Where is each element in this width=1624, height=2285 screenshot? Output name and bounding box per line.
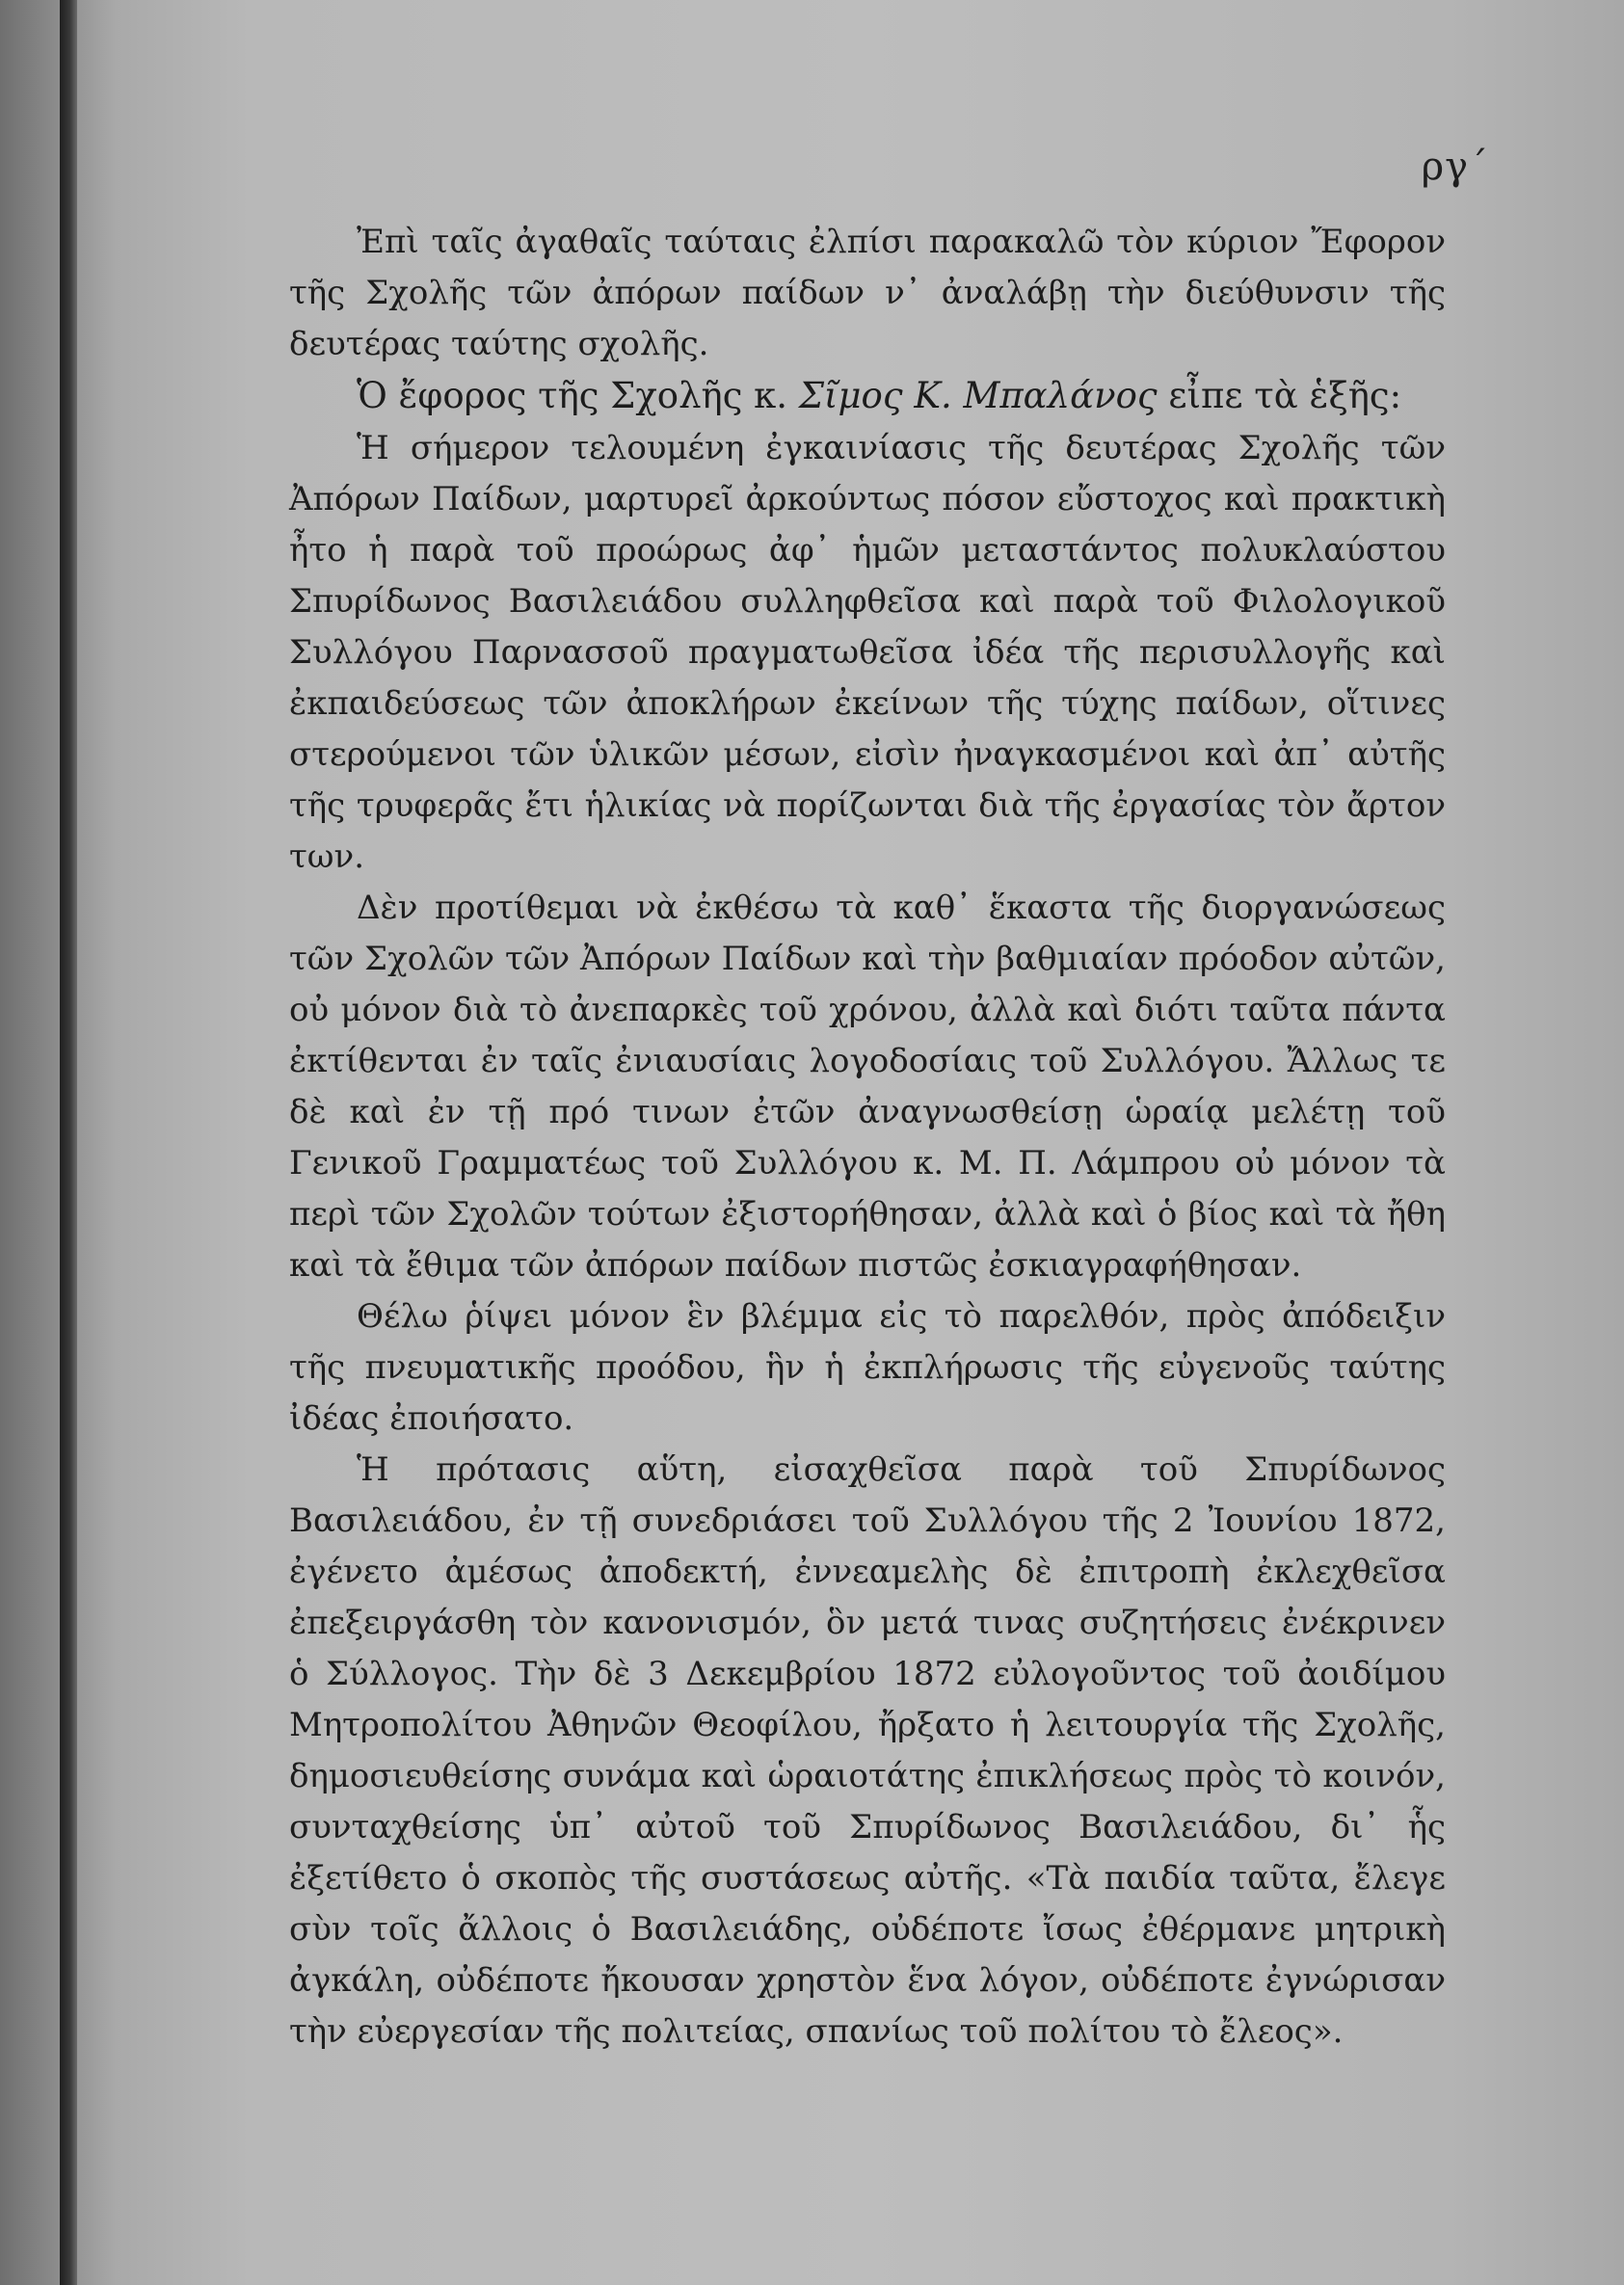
paragraph-speaker-intro bbox=[289, 370, 1446, 421]
book-spine-shadow bbox=[60, 0, 77, 2285]
speaker-name: Σῖμος Κ. Μπαλάνος bbox=[798, 375, 1158, 416]
body-text bbox=[289, 217, 1446, 2058]
paragraph-6: Ἡ πρότασις αὕτη, εἰσαχθεῖσα παρὰ τοῦ Σπυρίδωνος Βασιλειάδου, ἐν τῇ συνεδριάσει τοῦ Συλλόγου τῆς 2 Ἰουνίου 1872, ἐγένετο ἀμέσως ἀποδεκτή, ἐννεαμελὴς δὲ ἐπιτροπὴ ἐκλεχθεῖσα ἐπεξειργάσθη τὸν κανονισμόν, ὃν μετά τινας συζητήσεις ἐνέκρινεν ὁ Σύλλογος. Τὴν δὲ 3 Δεκεμβρίου 1872 εὐλογοῦντος τοῦ ἀοιδίμου Μητροπολίτου Ἀθηνῶν Θεοφίλου, ἤρξατο ἡ λειτουργία τῆς Σχολῆς, δημοσιευθείσης συνάμα καὶ ὡραιοτάτης ἐπικλήσεως πρὸς τὸ κοινόν, συνταχθείσης ὑπ᾽ αὐτοῦ τοῦ Σπυρίδωνος Βασιλειάδου, δι᾽ ἧς ἐξετίθετο ὁ σκοπὸς τῆς συστάσεως αὐτῆς. «Τὰ παιδία ταῦτα, ἔλεγε σὺν τοῖς ἄλλοις ὁ Βασιλειάδης, οὐδέποτε ἴσως ἐθέρμανε μητρικὴ ἀγκάλη, οὐδέποτε ἤκουσαν χρηστὸν ἕνα λόγον, οὐδέποτε ἐγνώρισαν τὴν εὐεργεσίαν τῆς πολιτείας, σπανίως τοῦ πολίτου τὸ ἔλεος». bbox=[289, 1450, 1446, 2051]
paragraph-1: Ἐπὶ ταῖς ἀγαθαῖς ταύταις ἐλπίσι παρακαλῶ τὸν κύριον Ἔφορον τῆς Σχολῆς τῶν ἀπόρων παίδων ν᾽ ἀναλάβῃ τὴν διεύθυνσιν τῆς δευτέρας ταύτης σχολῆς. bbox=[289, 223, 1446, 363]
paragraph-3: Ἡ σήμερον τελουμένη ἐγκαινίασις τῆς δευτέρας Σχολῆς τῶν Ἀπόρων Παίδων, μαρτυρεῖ ἀρκούντως πόσον εὔστοχος καὶ πρακτικὴ ἦτο ἡ παρὰ τοῦ προώρως ἀφ᾽ ἡμῶν μεταστάντος πολυκλαύστου Σπυρίδωνος Βασιλειάδου συλληφθεῖσα καὶ παρὰ τοῦ Φιλολογικοῦ Συλλόγου Παρνασσοῦ πραγματωθεῖσα ἰδέα τῆς περισυλλογῆς καὶ ἐκπαιδεύσεως τῶν ἀποκλήρων ἐκείνων τῆς τύχης παίδων, οἵτινες στερούμενοι τῶν ὑλικῶν μέσων, εἰσὶν ἠναγκασμένοι καὶ ἀπ᾽ αὐτῆς τῆς τρυφερᾶς ἔτι ἡλικίας νὰ πορίζωνται διὰ τῆς ἐργασίας τὸν ἄρτον των. bbox=[289, 429, 1446, 876]
paragraph-5: Θέλω ῥίψει μόνον ἓν βλέμμα εἰς τὸ παρελθόν, πρὸς ἀπόδειξιν τῆς πνευματικῆς προόδου, ἣν ἡ ἐκπλήρωσις τῆς εὐγενοῦς ταύτης ἰδέας ἐποιήσατο. bbox=[289, 1297, 1446, 1438]
speaker-intro-suffix: εἶπε τὰ ἑξῆς: bbox=[1157, 375, 1402, 416]
speaker-intro-prefix: Ὁ ἔφορος τῆς Σχολῆς κ. bbox=[357, 375, 799, 416]
paragraph-4: Δὲν προτίθεμαι νὰ ἐκθέσω τὰ καθ᾽ ἕκαστα τῆς διοργανώσεως τῶν Σχολῶν τῶν Ἀπόρων Παίδων καὶ τὴν βαθμιαίαν πρόοδον αὐτῶν, οὐ μόνον διὰ τὸ ἀνεπαρκὲς τοῦ χρόνου, ἀλλὰ καὶ διότι ταῦτα πάντα ἐκτίθενται ἐν ταῖς ἐνιαυσίαις λογοδοσίαις τοῦ Συλλόγου. Ἄλλως τε δὲ καὶ ἐν τῇ πρό τινων ἐτῶν ἀναγνωσθείσῃ ὡραίᾳ μελέτῃ τοῦ Γενικοῦ Γραμματέως τοῦ Συλλόγου κ. Μ. Π. Λάμπρου οὐ μόνον τὰ περὶ τῶν Σχολῶν τούτων ἐξιστορήθησαν, ἀλλὰ καὶ ὁ βίος καὶ τὰ ἤθη καὶ τὰ ἔθιμα τῶν ἀπόρων παίδων πιστῶς ἐσκιαγραφήθησαν. bbox=[289, 889, 1446, 1285]
page-number: ργ΄ bbox=[1421, 145, 1489, 189]
